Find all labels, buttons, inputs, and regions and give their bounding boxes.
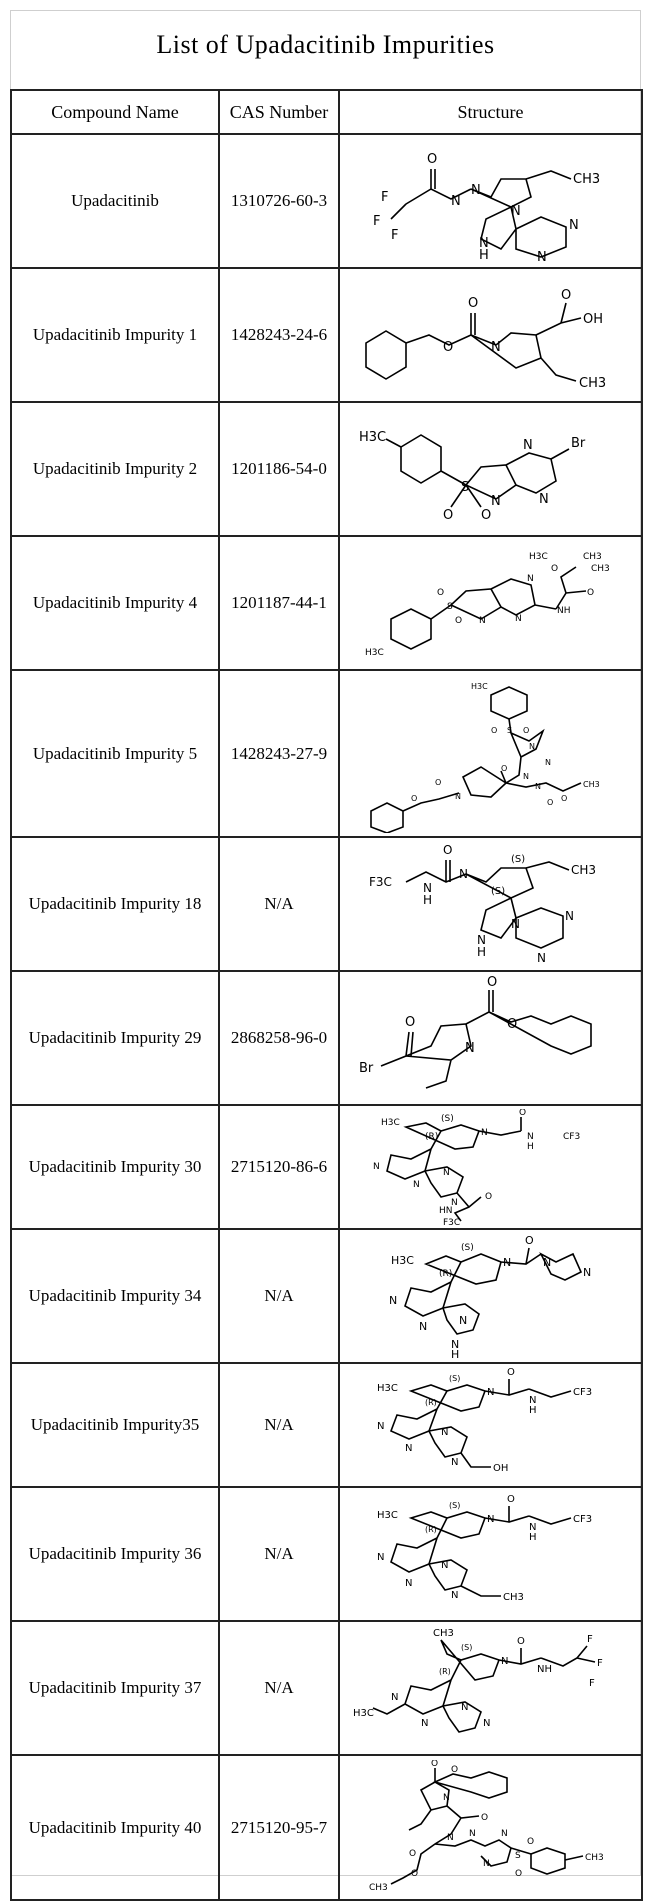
- svg-text:H: H: [450, 1348, 459, 1358]
- structure-impurity-29: [351, 976, 631, 1100]
- compound-name: Upadacitinib Impurity 40: [11, 1755, 219, 1900]
- structure-cell: [339, 1487, 642, 1621]
- svg-text:Br: Br: [570, 436, 585, 451]
- atom-labels: [369, 843, 596, 965]
- svg-text:N: N: [460, 1702, 468, 1713]
- table-row: [11, 268, 642, 402]
- svg-text:N: N: [528, 741, 535, 751]
- svg-text:N: N: [450, 1457, 458, 1468]
- svg-text:NH: NH: [556, 606, 570, 616]
- structure-impurity-36: [351, 1492, 631, 1616]
- svg-text:H: H: [478, 248, 489, 263]
- svg-text:N: N: [534, 781, 541, 791]
- svg-text:O: O: [586, 588, 594, 598]
- svg-text:N: N: [442, 1168, 450, 1178]
- cas-number: 2715120-86-6: [219, 1105, 339, 1229]
- svg-text:O: O: [430, 1759, 438, 1769]
- svg-text:N: N: [404, 1578, 412, 1589]
- svg-text:N: N: [458, 1314, 467, 1327]
- svg-text:CH3: CH3: [582, 552, 602, 562]
- svg-text:O: O: [506, 1494, 515, 1505]
- svg-text:H: H: [528, 1405, 537, 1416]
- structure-impurity-2: [351, 407, 631, 531]
- svg-text:H3C: H3C: [390, 1254, 414, 1267]
- cas-number: 2715120-95-7: [219, 1755, 339, 1900]
- table-row: [11, 1229, 642, 1363]
- svg-text:N: N: [502, 1256, 511, 1269]
- svg-text:N: N: [526, 1132, 534, 1142]
- table-row: [11, 1363, 642, 1487]
- svg-text:H3C: H3C: [352, 1708, 374, 1719]
- svg-text:N: N: [526, 574, 534, 584]
- svg-text:O: O: [518, 1109, 526, 1118]
- svg-text:H: H: [528, 1532, 537, 1543]
- structure-cell: [339, 1363, 642, 1487]
- svg-text:CH3: CH3: [590, 564, 610, 574]
- svg-text:F: F: [380, 190, 388, 205]
- svg-text:O: O: [408, 1848, 416, 1859]
- svg-text:(S): (S): [460, 1243, 474, 1253]
- svg-text:O: O: [486, 976, 497, 990]
- svg-text:O: O: [500, 763, 507, 773]
- svg-text:N: N: [522, 771, 529, 781]
- table-row: [11, 1755, 642, 1900]
- svg-text:H3C: H3C: [358, 430, 386, 445]
- svg-text:N: N: [500, 1656, 508, 1667]
- svg-text:O: O: [560, 288, 571, 303]
- svg-text:(S): (S): [440, 1114, 454, 1124]
- svg-text:N: N: [420, 1718, 428, 1729]
- svg-text:N: N: [568, 218, 579, 233]
- svg-text:N: N: [422, 881, 432, 895]
- structure-cell: [339, 268, 642, 402]
- svg-text:N: N: [372, 1162, 380, 1172]
- svg-text:CH3: CH3: [432, 1628, 454, 1639]
- atom-labels: [377, 1367, 592, 1474]
- svg-text:O: O: [550, 564, 558, 574]
- svg-text:N: N: [478, 236, 489, 251]
- svg-text:N: N: [542, 1256, 551, 1269]
- svg-text:CH3: CH3: [502, 1592, 524, 1603]
- svg-text:H3C: H3C: [470, 681, 488, 691]
- svg-text:CH3: CH3: [582, 779, 600, 789]
- svg-text:O: O: [560, 793, 567, 803]
- compound-name: Upadacitinib Impurity 4: [11, 536, 219, 670]
- svg-text:H3C: H3C: [528, 552, 548, 562]
- svg-text:O: O: [450, 1764, 458, 1775]
- structure-cell: [339, 402, 642, 536]
- svg-text:N: N: [450, 194, 461, 209]
- svg-text:H: H: [476, 945, 486, 959]
- svg-text:CH3: CH3: [572, 172, 600, 187]
- cas-number: 1428243-24-6: [219, 268, 339, 402]
- svg-text:O: O: [442, 843, 452, 857]
- atom-labels: [365, 552, 610, 658]
- svg-text:O: O: [480, 508, 491, 523]
- svg-text:O: O: [480, 1812, 488, 1823]
- svg-text:S: S: [446, 602, 453, 612]
- svg-text:(R): (R): [424, 1525, 437, 1534]
- svg-text:OH: OH: [492, 1463, 508, 1474]
- structure-cell: [339, 670, 642, 837]
- table-row: [11, 971, 642, 1105]
- structure-impurity-40: [351, 1760, 631, 1896]
- table-row: [11, 1621, 642, 1755]
- structure-impurity-37: [351, 1626, 631, 1750]
- svg-text:O: O: [514, 1868, 522, 1879]
- svg-text:CH3: CH3: [584, 1852, 604, 1863]
- svg-text:N: N: [388, 1294, 397, 1307]
- structure-cell: [339, 971, 642, 1105]
- svg-text:F: F: [586, 1634, 593, 1645]
- compound-name: Upadacitinib Impurity 30: [11, 1105, 219, 1229]
- compound-name: Upadacitinib Impurity 34: [11, 1229, 219, 1363]
- svg-text:N: N: [458, 867, 468, 881]
- svg-text:N: N: [564, 909, 574, 923]
- svg-text:O: O: [524, 1234, 534, 1247]
- svg-text:O: O: [404, 1015, 415, 1030]
- structure-cell: [339, 134, 642, 268]
- structure-impurity-4: [351, 541, 631, 665]
- svg-text:O: O: [442, 508, 453, 523]
- svg-text:N: N: [536, 250, 547, 263]
- compound-name: Upadacitinib Impurity 29: [11, 971, 219, 1105]
- svg-text:F: F: [390, 228, 398, 243]
- atom-labels: [443, 288, 606, 391]
- svg-text:S: S: [514, 1850, 521, 1861]
- header-cas-number: CAS Number: [219, 90, 339, 134]
- svg-text:O: O: [484, 1192, 492, 1202]
- svg-text:N: N: [390, 1692, 398, 1703]
- svg-text:H3C: H3C: [380, 1118, 400, 1128]
- svg-text:O: O: [516, 1636, 525, 1647]
- svg-text:N: N: [510, 917, 520, 931]
- svg-text:CF3: CF3: [572, 1387, 592, 1398]
- cas-number: N/A: [219, 1487, 339, 1621]
- svg-text:O: O: [490, 725, 497, 735]
- structure-upadacitinib: [351, 139, 631, 263]
- svg-text:N: N: [464, 1041, 475, 1056]
- svg-text:H3C: H3C: [364, 648, 384, 658]
- svg-text:N: N: [470, 183, 481, 198]
- svg-text:N: N: [528, 1522, 536, 1533]
- structure-impurity-5: [351, 675, 631, 833]
- svg-text:(S): (S): [510, 854, 525, 865]
- svg-text:CH3: CH3: [570, 863, 596, 877]
- svg-text:N: N: [450, 1198, 458, 1208]
- cas-number: 1201187-44-1: [219, 536, 339, 670]
- svg-text:N: N: [510, 204, 521, 219]
- svg-text:CF3: CF3: [572, 1514, 592, 1525]
- svg-text:(R): (R): [438, 1269, 452, 1279]
- svg-text:N: N: [446, 1832, 454, 1843]
- table-row: [11, 402, 642, 536]
- cas-number: N/A: [219, 1229, 339, 1363]
- svg-text:(S): (S): [460, 1643, 472, 1652]
- structure-cell: [339, 1755, 642, 1900]
- header-structure: Structure: [339, 90, 642, 134]
- svg-text:O: O: [526, 1836, 534, 1847]
- svg-text:N: N: [440, 1427, 448, 1438]
- compound-name: Upadacitinib: [11, 134, 219, 268]
- svg-text:(S): (S): [448, 1501, 460, 1510]
- svg-text:N: N: [412, 1180, 420, 1190]
- cas-number: N/A: [219, 1621, 339, 1755]
- svg-text:N: N: [450, 1590, 458, 1601]
- atom-labels: [373, 1109, 580, 1225]
- svg-text:N: N: [482, 1718, 490, 1729]
- page-title: List of Upadacitinib Impurities: [156, 30, 495, 59]
- svg-text:S: S: [506, 725, 512, 735]
- svg-text:N: N: [486, 1387, 494, 1398]
- cas-number: 1201186-54-0: [219, 402, 339, 536]
- svg-text:O: O: [546, 797, 553, 807]
- compound-name: Upadacitinib Impurity35: [11, 1363, 219, 1487]
- svg-text:O: O: [410, 793, 417, 803]
- table-header-row: [11, 90, 642, 134]
- structure-impurity-18: [351, 842, 631, 966]
- svg-text:O: O: [442, 340, 453, 355]
- svg-text:HN: HN: [438, 1206, 452, 1216]
- compound-name: Upadacitinib Impurity 2: [11, 402, 219, 536]
- table-row: [11, 1487, 642, 1621]
- table-row: [11, 536, 642, 670]
- compound-name: Upadacitinib Impurity 1: [11, 268, 219, 402]
- compound-name: Upadacitinib Impurity 36: [11, 1487, 219, 1621]
- svg-text:NH: NH: [536, 1664, 552, 1675]
- svg-text:N: N: [478, 616, 486, 626]
- compound-name: Upadacitinib Impurity 18: [11, 837, 219, 971]
- svg-text:S: S: [460, 480, 469, 495]
- cas-number: N/A: [219, 1363, 339, 1487]
- svg-text:OH: OH: [582, 312, 603, 327]
- table-row: [11, 837, 642, 971]
- svg-text:(R): (R): [424, 1132, 438, 1142]
- svg-text:N: N: [490, 494, 501, 509]
- svg-text:N: N: [404, 1443, 412, 1454]
- svg-text:O: O: [426, 152, 437, 167]
- svg-text:H: H: [422, 893, 432, 907]
- atom-labels: [353, 1628, 603, 1729]
- svg-text:N: N: [538, 492, 549, 507]
- table-row: [11, 670, 642, 837]
- svg-text:O: O: [454, 616, 462, 626]
- structure-impurity-35: [351, 1367, 631, 1483]
- svg-text:H: H: [526, 1142, 534, 1152]
- structure-impurity-34: [351, 1234, 631, 1358]
- cas-number: 2868258-96-0: [219, 971, 339, 1105]
- table-row: [11, 1105, 642, 1229]
- svg-text:O: O: [434, 777, 441, 787]
- svg-text:O: O: [467, 296, 478, 311]
- cas-number: 1428243-27-9: [219, 670, 339, 837]
- svg-text:F3C: F3C: [368, 875, 392, 889]
- compound-name: Upadacitinib Impurity 37: [11, 1621, 219, 1755]
- cas-number: N/A: [219, 837, 339, 971]
- svg-text:N: N: [582, 1266, 591, 1279]
- svg-text:(S): (S): [448, 1374, 460, 1383]
- svg-text:N: N: [490, 340, 501, 355]
- svg-text:N: N: [514, 614, 522, 624]
- svg-text:N: N: [468, 1828, 476, 1839]
- svg-text:F: F: [372, 214, 380, 229]
- svg-text:(R): (R): [424, 1398, 437, 1407]
- svg-text:O: O: [522, 725, 529, 735]
- svg-text:N: N: [440, 1560, 448, 1571]
- svg-text:N: N: [536, 951, 546, 965]
- impurities-table: [10, 89, 643, 1901]
- atom-labels: [411, 682, 600, 807]
- svg-text:F: F: [596, 1658, 603, 1669]
- structure-impurity-30: [351, 1109, 631, 1225]
- svg-text:CH3: CH3: [578, 376, 606, 391]
- svg-text:N: N: [500, 1828, 508, 1839]
- svg-text:N: N: [522, 438, 533, 453]
- structure-impurity-1: [351, 273, 631, 397]
- compound-name: Upadacitinib Impurity 5: [11, 670, 219, 837]
- svg-text:N: N: [376, 1552, 384, 1563]
- atom-labels: [389, 1234, 591, 1358]
- svg-text:H3C: H3C: [376, 1383, 398, 1394]
- atom-labels: [369, 1760, 604, 1893]
- svg-text:N: N: [476, 933, 486, 947]
- structure-cell: [339, 837, 642, 971]
- structure-cell: [339, 1105, 642, 1229]
- structure-cell: [339, 1229, 642, 1363]
- svg-text:O: O: [436, 588, 444, 598]
- svg-text:N: N: [376, 1421, 384, 1432]
- svg-text:N: N: [486, 1514, 494, 1525]
- svg-text:CF3: CF3: [562, 1132, 580, 1142]
- svg-text:N: N: [450, 1338, 459, 1351]
- svg-text:O: O: [506, 1017, 517, 1032]
- svg-text:N: N: [442, 1792, 450, 1803]
- structure-cell: [339, 536, 642, 670]
- svg-text:N: N: [454, 791, 461, 801]
- svg-text:(S): (S): [490, 886, 505, 897]
- svg-text:N: N: [418, 1320, 427, 1333]
- svg-text:N: N: [544, 757, 551, 767]
- svg-text:O: O: [410, 1868, 418, 1879]
- svg-text:(R): (R): [438, 1667, 451, 1676]
- svg-text:H3C: H3C: [376, 1510, 398, 1521]
- svg-text:N: N: [528, 1395, 536, 1406]
- svg-text:CH3: CH3: [368, 1882, 388, 1893]
- svg-text:F3C: F3C: [442, 1218, 460, 1225]
- header-compound-name: Compound Name: [11, 90, 219, 134]
- structure-cell: [339, 1621, 642, 1755]
- atom-labels: [377, 1494, 592, 1603]
- svg-text:Br: Br: [358, 1061, 373, 1076]
- svg-text:N: N: [482, 1858, 490, 1869]
- table-row: [11, 134, 642, 268]
- svg-text:O: O: [506, 1367, 515, 1378]
- svg-text:F: F: [588, 1678, 595, 1689]
- svg-text:N: N: [480, 1128, 488, 1138]
- cas-number: 1310726-60-3: [219, 134, 339, 268]
